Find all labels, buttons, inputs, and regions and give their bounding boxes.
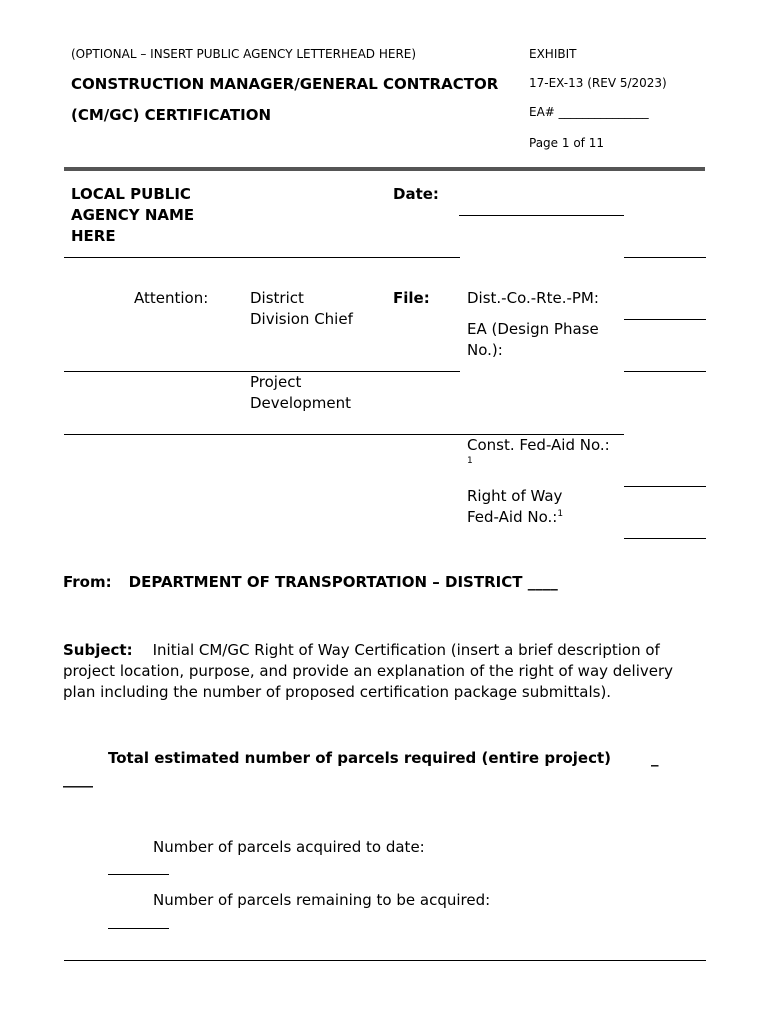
ea-number-field: EA# _______________ bbox=[529, 105, 649, 119]
from-value: DEPARTMENT OF TRANSPORTATION – DISTRICT bbox=[128, 573, 523, 591]
date-right-line bbox=[624, 257, 706, 258]
file-label: File: bbox=[393, 289, 430, 307]
row-fed-aid-line bbox=[624, 538, 706, 539]
const-fed-aid-line bbox=[624, 486, 706, 487]
total-parcels-blank-a: _ bbox=[651, 749, 659, 767]
row-fed-aid-label-line2 bbox=[467, 508, 563, 526]
date-field-line bbox=[459, 215, 624, 216]
const-fed-aid-footnote: 1 bbox=[467, 456, 473, 466]
from-line bbox=[63, 573, 558, 591]
subject-label: Subject: bbox=[63, 641, 133, 659]
const-fed-aid-label: Const. Fed-Aid No.: bbox=[467, 436, 610, 454]
row-fed-aid-label-text: Fed-Aid No.: bbox=[467, 508, 558, 526]
row-fed-aid-footnote: 1 bbox=[557, 509, 564, 519]
ea-design-line bbox=[624, 371, 706, 372]
letterhead-note: (OPTIONAL – INSERT PUBLIC AGENCY LETTERHEAD HERE) bbox=[71, 47, 417, 61]
attention-value2-line1: Project bbox=[250, 373, 302, 391]
dist-co-rte-pm-label: Dist.-Co.-Rte.-PM: bbox=[467, 289, 599, 307]
parcels-remaining-label: Number of parcels remaining to be acquired: bbox=[153, 891, 491, 909]
ea-design-label-line2: No.): bbox=[467, 341, 503, 359]
ea-design-label-line1: EA (Design Phase bbox=[467, 320, 599, 338]
attention-label: Attention: bbox=[134, 289, 209, 307]
district-blank: ____ bbox=[527, 573, 558, 591]
attention-value2-line2: Development bbox=[250, 394, 351, 412]
project-development-underline bbox=[64, 434, 624, 435]
from-label: From: bbox=[63, 573, 112, 591]
document-title-line1: CONSTRUCTION MANAGER/GENERAL CONTRACTOR bbox=[71, 75, 499, 93]
attention-underline bbox=[64, 371, 460, 372]
row-fed-aid-label-line1: Right of Way bbox=[467, 487, 563, 505]
page-info: Page 1 of 11 bbox=[529, 136, 604, 150]
dist-co-rte-pm-line bbox=[624, 319, 706, 320]
parcels-remaining-line bbox=[108, 928, 169, 929]
exhibit-label: EXHIBIT bbox=[529, 47, 577, 61]
parcels-acquired-label: Number of parcels acquired to date: bbox=[153, 838, 425, 856]
date-label: Date: bbox=[393, 185, 439, 203]
document-title-line2: (CM/GC) CERTIFICATION bbox=[71, 106, 272, 124]
agency-underline bbox=[64, 257, 460, 258]
agency-name-line3: HERE bbox=[71, 227, 116, 245]
total-parcels-blank-b: ____ bbox=[63, 770, 93, 788]
bottom-divider bbox=[64, 960, 706, 961]
exhibit-number: 17-EX-13 (REV 5/2023) bbox=[529, 76, 667, 90]
subject-text: Initial CM/GC Right of Way Certification (insert a brief description of project location, purpose, and provide an explanation of the right of way delivery plan including the number of proposed certification package submittals). bbox=[63, 641, 674, 701]
agency-name-line1: LOCAL PUBLIC bbox=[71, 185, 191, 203]
parcels-acquired-line bbox=[108, 874, 169, 875]
subject-paragraph bbox=[63, 640, 703, 703]
attention-value-line1: District bbox=[250, 289, 304, 307]
header-divider bbox=[64, 167, 705, 171]
agency-name-line2: AGENCY NAME bbox=[71, 206, 195, 224]
total-parcels-label: Total estimated number of parcels required (entire project) bbox=[108, 749, 611, 767]
attention-value-line2: Division Chief bbox=[250, 310, 353, 328]
